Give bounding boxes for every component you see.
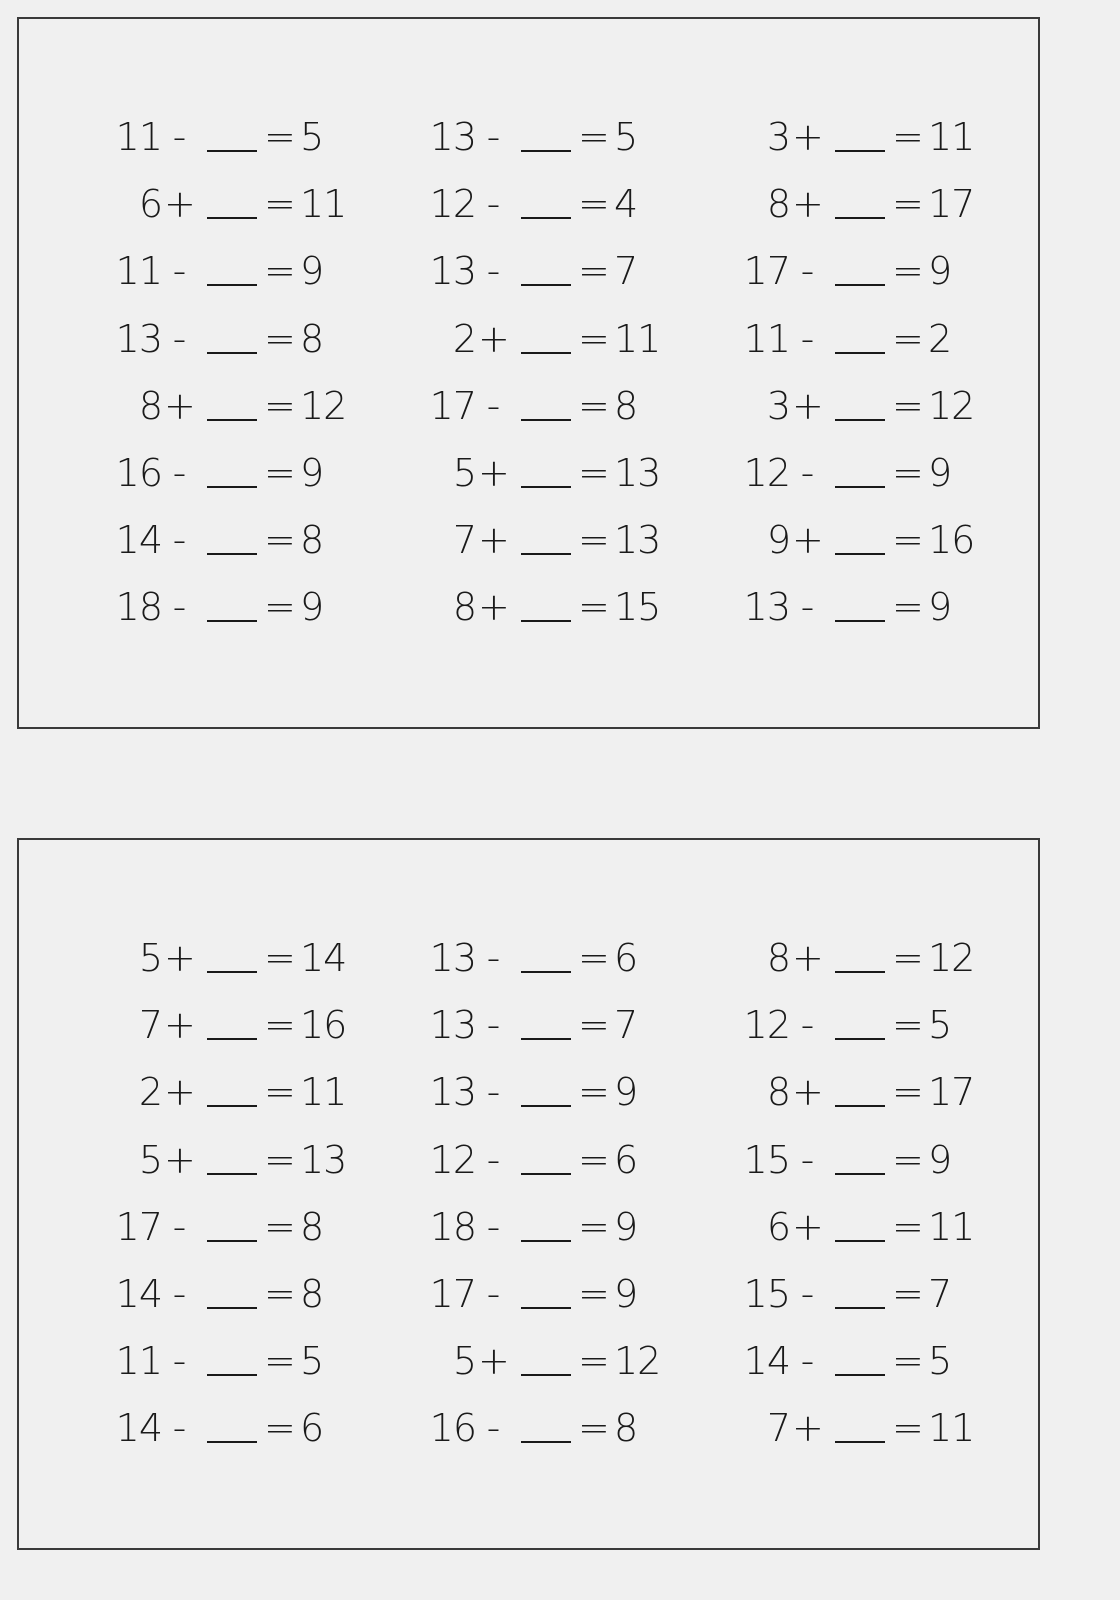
first-operand: 14 [115, 518, 162, 563]
equals-sign: = [578, 316, 609, 361]
first-operand: 2 [138, 1070, 162, 1115]
equals-sign: = [578, 115, 609, 159]
result: 16 [928, 518, 975, 563]
result: 9 [614, 1204, 638, 1249]
equals-sign: = [264, 316, 295, 361]
equation-column-2 [418, 19, 718, 727]
answer-blank[interactable] [835, 971, 885, 973]
first-operand: 5 [452, 1339, 476, 1384]
first-operand: 6 [766, 1204, 790, 1249]
operator: - [172, 1406, 186, 1451]
operator: + [792, 936, 823, 980]
equals-sign: = [892, 1070, 923, 1115]
answer-blank[interactable] [835, 1307, 885, 1309]
answer-blank[interactable] [207, 1240, 257, 1242]
operator: - [486, 182, 500, 227]
first-operand: 11 [743, 316, 790, 361]
equation-row [104, 316, 404, 362]
operator: - [172, 518, 186, 563]
equation-row [418, 1069, 718, 1115]
operator: - [486, 1070, 500, 1115]
equals-sign: = [892, 1204, 923, 1249]
equals-sign: = [578, 585, 609, 630]
equals-sign: = [264, 1137, 295, 1182]
first-operand: 14 [115, 1272, 162, 1316]
equals-sign: = [578, 936, 609, 980]
equation-row [104, 1338, 404, 1384]
result: 9 [928, 585, 952, 630]
operator: - [172, 249, 186, 294]
operator: - [172, 115, 186, 159]
operator: - [800, 451, 814, 495]
answer-blank[interactable] [835, 284, 885, 286]
equation-row [104, 1137, 404, 1183]
equals-sign: = [264, 1070, 295, 1115]
equation-row [418, 1137, 718, 1183]
answer-blank[interactable] [521, 1240, 571, 1242]
answer-blank[interactable] [207, 486, 257, 488]
equals-sign: = [892, 1137, 923, 1182]
operator: + [792, 383, 823, 428]
answer-blank[interactable] [835, 620, 885, 622]
equation-row [104, 383, 404, 429]
operator: + [164, 1003, 195, 1048]
operator: - [172, 1272, 186, 1316]
first-operand: 7 [138, 1003, 162, 1048]
operator: + [478, 1339, 509, 1384]
operator: - [800, 1003, 814, 1048]
result: 9 [614, 1070, 638, 1115]
equation-row [732, 316, 1032, 362]
first-operand: 16 [115, 451, 162, 495]
result: 13 [300, 1137, 347, 1182]
equals-sign: = [578, 383, 609, 428]
equals-sign: = [578, 1070, 609, 1115]
answer-blank[interactable] [835, 1173, 885, 1175]
equation-row [418, 450, 718, 496]
operator: - [800, 1137, 814, 1182]
result: 6 [300, 1406, 324, 1451]
equation-row [732, 1069, 1032, 1115]
answer-blank[interactable] [521, 620, 571, 622]
result: 11 [614, 316, 661, 361]
equation-row [732, 584, 1032, 630]
first-operand: 14 [743, 1339, 790, 1384]
equals-sign: = [578, 1137, 609, 1182]
equation-row [418, 1204, 718, 1250]
equals-sign: = [264, 182, 295, 227]
result: 13 [614, 518, 661, 563]
equation-row [732, 935, 1032, 981]
result: 14 [300, 936, 347, 980]
operator: - [172, 316, 186, 361]
result: 7 [614, 1003, 638, 1048]
equation-row [104, 450, 404, 496]
operator: - [486, 1272, 500, 1316]
first-operand: 5 [452, 451, 476, 495]
answer-blank[interactable] [521, 352, 571, 354]
first-operand: 17 [429, 383, 476, 428]
equation-row [104, 181, 404, 227]
equation-row [418, 181, 718, 227]
equals-sign: = [264, 1204, 295, 1249]
equation-row [732, 1405, 1032, 1451]
first-operand: 14 [115, 1406, 162, 1451]
operator: - [486, 1406, 500, 1451]
equals-sign: = [578, 1204, 609, 1249]
first-operand: 17 [429, 1272, 476, 1316]
first-operand: 3 [766, 115, 790, 159]
equation-column-1 [104, 840, 404, 1548]
answer-blank[interactable] [835, 419, 885, 421]
equation-row [418, 1271, 718, 1317]
answer-blank[interactable] [521, 553, 571, 555]
equals-sign: = [578, 518, 609, 563]
result: 2 [928, 316, 952, 361]
operator: - [172, 1204, 186, 1249]
first-operand: 13 [429, 115, 476, 159]
result: 11 [928, 1204, 975, 1249]
result: 5 [928, 1339, 952, 1384]
result: 8 [614, 383, 638, 428]
answer-blank[interactable] [835, 1374, 885, 1376]
equals-sign: = [892, 316, 923, 361]
equation-row [104, 248, 404, 294]
first-operand: 5 [138, 936, 162, 980]
first-operand: 17 [115, 1204, 162, 1249]
result: 4 [614, 182, 638, 227]
operator: + [792, 115, 823, 159]
answer-blank[interactable] [207, 1038, 257, 1040]
equals-sign: = [892, 936, 923, 980]
equals-sign: = [264, 383, 295, 428]
result: 11 [300, 1070, 347, 1115]
answer-blank[interactable] [521, 1173, 571, 1175]
result: 9 [300, 585, 324, 630]
result: 6 [614, 1137, 638, 1182]
equation-row [732, 517, 1032, 563]
first-operand: 18 [429, 1204, 476, 1249]
worksheet-card-2 [17, 838, 1040, 1550]
equation-row [418, 114, 718, 160]
result: 7 [928, 1272, 952, 1316]
first-operand: 13 [743, 585, 790, 630]
operator: - [800, 249, 814, 294]
equation-row [418, 1002, 718, 1048]
answer-blank[interactable] [835, 150, 885, 152]
equation-row [732, 1271, 1032, 1317]
equation-row [104, 935, 404, 981]
operator: - [800, 316, 814, 361]
answer-blank[interactable] [207, 553, 257, 555]
answer-blank[interactable] [207, 1307, 257, 1309]
result: 8 [300, 1272, 324, 1316]
equation-row [418, 316, 718, 362]
answer-blank[interactable] [835, 1038, 885, 1040]
result: 9 [614, 1272, 638, 1316]
answer-blank[interactable] [207, 352, 257, 354]
equation-row [104, 114, 404, 160]
operator: + [164, 1137, 195, 1182]
operator: - [800, 585, 814, 630]
equation-row [418, 248, 718, 294]
equals-sign: = [264, 1339, 295, 1384]
answer-blank[interactable] [207, 1441, 257, 1443]
equation-row [418, 1338, 718, 1384]
equation-column-1 [104, 19, 404, 727]
answer-blank[interactable] [521, 1374, 571, 1376]
answer-blank[interactable] [521, 419, 571, 421]
first-operand: 12 [429, 1137, 476, 1182]
operator: - [172, 451, 186, 495]
equation-row [104, 1405, 404, 1451]
first-operand: 12 [743, 451, 790, 495]
first-operand: 8 [766, 182, 790, 227]
equals-sign: = [264, 1406, 295, 1451]
first-operand: 8 [766, 936, 790, 980]
answer-blank[interactable] [521, 217, 571, 219]
equals-sign: = [578, 249, 609, 294]
first-operand: 12 [429, 182, 476, 227]
operator: - [172, 585, 186, 630]
answer-blank[interactable] [207, 217, 257, 219]
equals-sign: = [892, 518, 923, 563]
operator: - [800, 1272, 814, 1316]
answer-blank[interactable] [207, 620, 257, 622]
equals-sign: = [578, 451, 609, 495]
result: 8 [300, 316, 324, 361]
equals-sign: = [264, 1003, 295, 1048]
answer-blank[interactable] [521, 284, 571, 286]
first-operand: 11 [115, 1339, 162, 1384]
equals-sign: = [892, 383, 923, 428]
result: 5 [300, 115, 324, 159]
equation-row [732, 1338, 1032, 1384]
operator: + [478, 316, 509, 361]
equation-column-3 [732, 840, 1032, 1548]
result: 13 [614, 451, 661, 495]
equals-sign: = [578, 1272, 609, 1316]
equals-sign: = [264, 115, 295, 159]
equals-sign: = [892, 1406, 923, 1451]
result: 6 [614, 936, 638, 980]
operator: - [800, 1339, 814, 1384]
result: 5 [928, 1003, 952, 1048]
equals-sign: = [892, 1003, 923, 1048]
answer-blank[interactable] [207, 1105, 257, 1107]
result: 9 [300, 249, 324, 294]
equals-sign: = [892, 182, 923, 227]
first-operand: 18 [115, 585, 162, 630]
result: 12 [928, 936, 975, 980]
equation-row [104, 517, 404, 563]
equals-sign: = [892, 1272, 923, 1316]
operator: + [792, 1070, 823, 1115]
equation-row [732, 450, 1032, 496]
first-operand: 17 [743, 249, 790, 294]
first-operand: 7 [452, 518, 476, 563]
answer-blank[interactable] [521, 486, 571, 488]
first-operand: 7 [766, 1406, 790, 1451]
result: 9 [928, 249, 952, 294]
equals-sign: = [892, 1339, 923, 1384]
operator: + [792, 182, 823, 227]
equals-sign: = [264, 518, 295, 563]
equation-row [418, 584, 718, 630]
equation-row [418, 935, 718, 981]
equation-row [732, 1204, 1032, 1250]
result: 9 [928, 1137, 952, 1182]
result: 15 [614, 585, 661, 630]
answer-blank[interactable] [521, 150, 571, 152]
answer-blank[interactable] [207, 971, 257, 973]
answer-blank[interactable] [521, 1441, 571, 1443]
equation-row [104, 1069, 404, 1115]
operator: - [486, 936, 500, 980]
result: 5 [300, 1339, 324, 1384]
equation-row [732, 248, 1032, 294]
operator: + [478, 451, 509, 495]
operator: - [486, 1137, 500, 1182]
first-operand: 11 [115, 115, 162, 159]
equals-sign: = [578, 1003, 609, 1048]
operator: + [792, 1406, 823, 1451]
equation-row [732, 1137, 1032, 1183]
result: 8 [614, 1406, 638, 1451]
equals-sign: = [892, 115, 923, 159]
first-operand: 13 [429, 1070, 476, 1115]
result: 11 [928, 115, 975, 159]
equation-row [104, 1002, 404, 1048]
first-operand: 15 [743, 1272, 790, 1316]
equals-sign: = [578, 182, 609, 227]
answer-blank[interactable] [835, 553, 885, 555]
operator: + [478, 585, 509, 630]
first-operand: 8 [138, 383, 162, 428]
first-operand: 6 [138, 182, 162, 227]
answer-blank[interactable] [835, 352, 885, 354]
result: 8 [300, 518, 324, 563]
equals-sign: = [264, 249, 295, 294]
result: 5 [614, 115, 638, 159]
operator: - [486, 1204, 500, 1249]
result: 9 [928, 451, 952, 495]
answer-blank[interactable] [207, 1374, 257, 1376]
first-operand: 11 [115, 249, 162, 294]
equation-row [732, 383, 1032, 429]
result: 9 [300, 451, 324, 495]
equals-sign: = [892, 451, 923, 495]
result: 17 [928, 182, 975, 227]
operator: + [164, 1070, 195, 1115]
operator: + [164, 383, 195, 428]
operator: + [164, 182, 195, 227]
result: 12 [928, 383, 975, 428]
equals-sign: = [892, 585, 923, 630]
first-operand: 8 [452, 585, 476, 630]
operator: - [486, 383, 500, 428]
equation-row [418, 1405, 718, 1451]
operator: + [478, 518, 509, 563]
first-operand: 9 [766, 518, 790, 563]
answer-blank[interactable] [521, 971, 571, 973]
equation-row [418, 383, 718, 429]
first-operand: 2 [452, 316, 476, 361]
equals-sign: = [264, 451, 295, 495]
equals-sign: = [264, 585, 295, 630]
operator: - [486, 115, 500, 159]
operator: + [164, 936, 195, 980]
equals-sign: = [578, 1406, 609, 1451]
answer-blank[interactable] [835, 1105, 885, 1107]
answer-blank[interactable] [521, 1105, 571, 1107]
result: 11 [300, 182, 347, 227]
first-operand: 3 [766, 383, 790, 428]
equals-sign: = [892, 249, 923, 294]
equation-row [104, 1271, 404, 1317]
equation-row [732, 1002, 1032, 1048]
result: 17 [928, 1070, 975, 1115]
first-operand: 16 [429, 1406, 476, 1451]
answer-blank[interactable] [521, 1038, 571, 1040]
equation-row [732, 114, 1032, 160]
equation-row [732, 181, 1032, 227]
answer-blank[interactable] [835, 1441, 885, 1443]
equation-row [104, 584, 404, 630]
equals-sign: = [264, 936, 295, 980]
first-operand: 13 [115, 316, 162, 361]
first-operand: 8 [766, 1070, 790, 1115]
first-operand: 12 [743, 1003, 790, 1048]
equation-row [418, 517, 718, 563]
result: 11 [928, 1406, 975, 1451]
operator: - [486, 249, 500, 294]
answer-blank[interactable] [835, 486, 885, 488]
equation-row [104, 1204, 404, 1250]
equals-sign: = [578, 1339, 609, 1384]
operator: - [172, 1339, 186, 1384]
equation-column-3 [732, 19, 1032, 727]
operator: - [486, 1003, 500, 1048]
first-operand: 15 [743, 1137, 790, 1182]
answer-blank[interactable] [835, 217, 885, 219]
first-operand: 13 [429, 936, 476, 980]
answer-blank[interactable] [207, 1173, 257, 1175]
worksheet-card-1 [17, 17, 1040, 729]
operator: + [792, 518, 823, 563]
equals-sign: = [264, 1272, 295, 1316]
result: 8 [300, 1204, 324, 1249]
answer-blank[interactable] [207, 284, 257, 286]
answer-blank[interactable] [207, 150, 257, 152]
answer-blank[interactable] [521, 1307, 571, 1309]
first-operand: 13 [429, 1003, 476, 1048]
answer-blank[interactable] [207, 419, 257, 421]
result: 12 [614, 1339, 661, 1384]
first-operand: 5 [138, 1137, 162, 1182]
answer-blank[interactable] [835, 1240, 885, 1242]
result: 7 [614, 249, 638, 294]
equation-column-2 [418, 840, 718, 1548]
result: 12 [300, 383, 347, 428]
first-operand: 13 [429, 249, 476, 294]
result: 16 [300, 1003, 347, 1048]
operator: + [792, 1204, 823, 1249]
